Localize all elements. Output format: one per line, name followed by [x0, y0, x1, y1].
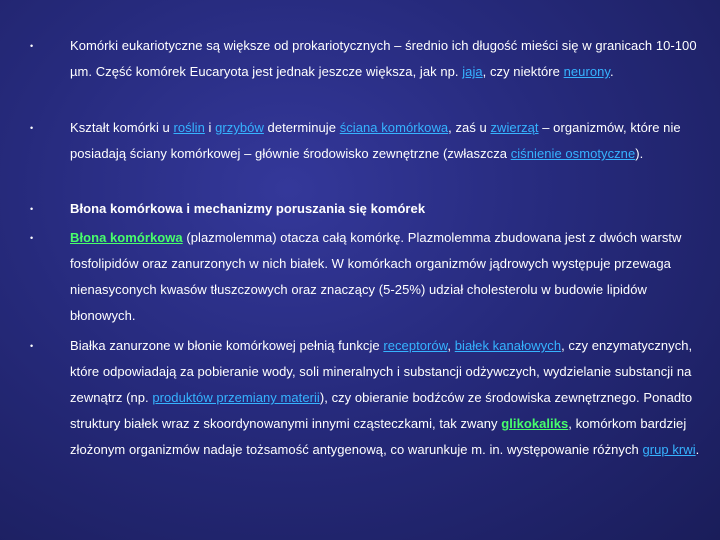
text-run: (plazmolemma) otacza całą komórkę. Plazmolemma zbudowana jest z dwóch warstw fosfolipidów oraz zanurzonych w nich białek. W komórkach organizmów jądrowych występuje przewaga nienasyconych kwasów tłuszczowych oraz znaczący (5-25%) udział cholesterolu w budowie lipidów błonowych. [70, 230, 682, 323]
text-run: , czy niektóre [482, 64, 564, 79]
bullet-text [70, 333, 700, 463]
text-run: , zaś u [448, 120, 491, 135]
text-run: , czy enzymatycznych, które odpowiadają za pobieranie wody, soli mineralnych i substancji odżywczych, wydzielanie substancji na zewnątrz (np. [70, 338, 693, 405]
term-link[interactable]: roślin [173, 120, 205, 135]
term-link[interactable]: jaja [462, 64, 483, 79]
bullet-dot: • [30, 341, 34, 351]
text-run: Białka zanurzone w błonie komórkowej pełnią funkcje [70, 338, 384, 353]
term-link[interactable]: receptorów [383, 338, 448, 353]
text-run: ). [635, 146, 644, 161]
bullet-dot: • [30, 123, 34, 133]
term-link[interactable]: zwierząt [490, 120, 539, 135]
bullet-dot: • [30, 233, 34, 243]
text-run: . [695, 442, 700, 457]
bullet-dot: • [30, 41, 34, 51]
text-run: , [447, 338, 455, 353]
term-link[interactable]: grup krwi [642, 442, 696, 457]
bullet-item-cell-shape [30, 115, 700, 167]
term-link[interactable]: produktów przemiany materii [152, 390, 320, 405]
bullet-item-membrane-heading [30, 196, 700, 222]
text-run: Kształt komórki u [70, 120, 174, 135]
bullet-item-cell-size [30, 33, 700, 85]
term-link[interactable]: grzybów [215, 120, 264, 135]
text-run: ), czy obieranie bodźców ze środowiska zewnętrznego. Ponadto struktury białek wraz z skoordynowanymi innymi cząsteczkami, tak zwany [70, 390, 693, 431]
bullet-text [70, 33, 700, 85]
bullet-item-membrane-proteins [30, 333, 700, 463]
term-link[interactable]: glikokaliks [501, 416, 569, 431]
term-link[interactable]: ciśnienie osmotyczne [510, 146, 636, 161]
text-run: , komórkom bardziej złożonym organizmów nadaje tożsamość antygenową, co warunkuje m. in. występowanie różnych [70, 416, 687, 457]
term-link[interactable]: ściana komórkowa [339, 120, 449, 135]
bullet-text [70, 115, 700, 167]
bullet-text [70, 196, 700, 222]
bullet-text [70, 225, 700, 329]
text-run: i [204, 120, 216, 135]
text-run: . [610, 64, 614, 79]
bullet-dot: • [30, 204, 34, 214]
term-link[interactable]: białek kanałowych [454, 338, 562, 353]
text-run: – organizmów, które nie posiadają ściany komórkowej – głównie środowisko zewnętrzne (zwłaszcza [70, 120, 681, 161]
section-heading: Błona komórkowa i mechanizmy poruszania się komórek [70, 201, 426, 216]
term-link[interactable]: neurony [563, 64, 610, 79]
text-run: Komórki eukariotyczne są większe od prokariotycznych – średnio ich długość mieści się w granicach 10-100 µm. Część komórek Eucaryota jest jednak jeszcze większa, jak np. [70, 38, 697, 79]
term-link[interactable]: Błona komórkowa [70, 230, 183, 245]
text-run: determinuje [263, 120, 340, 135]
bullet-item-membrane [30, 225, 700, 329]
